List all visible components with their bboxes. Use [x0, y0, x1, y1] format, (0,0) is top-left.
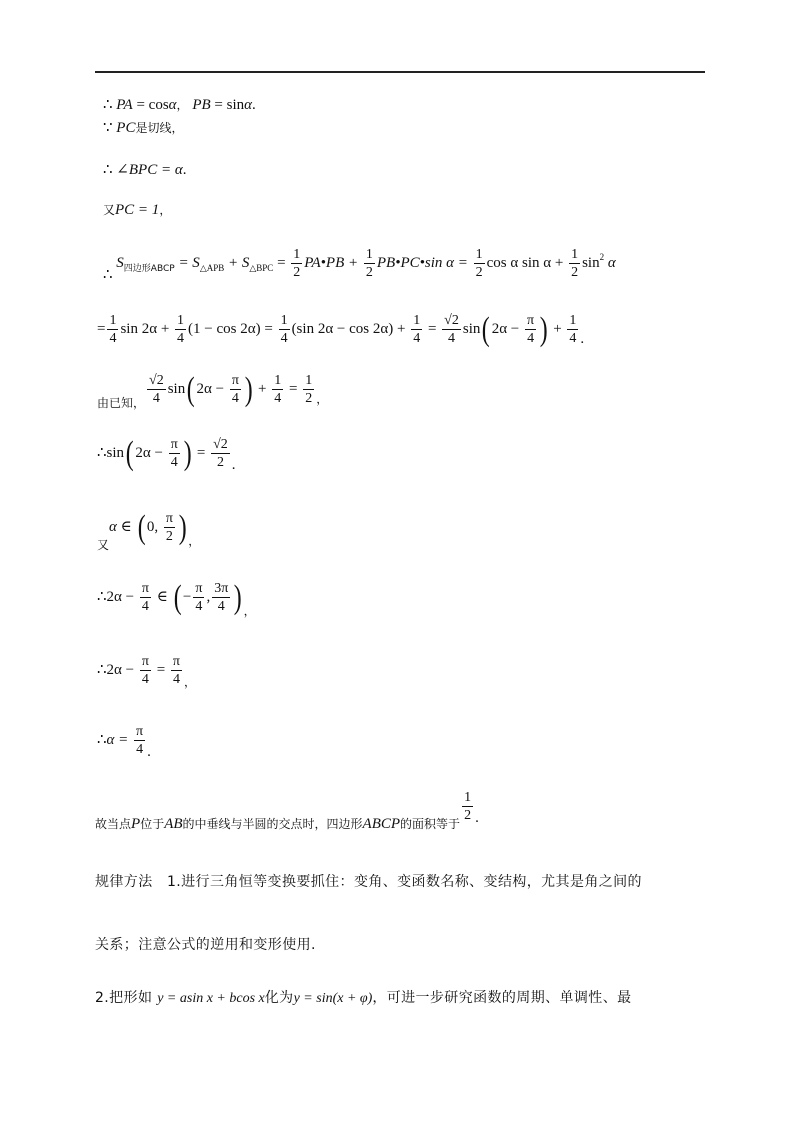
cos-fn: cos	[148, 97, 169, 113]
equals: =	[152, 661, 169, 678]
num: π	[172, 654, 180, 669]
half-frac	[462, 789, 473, 824]
method-text-1: 规律方法 1.进行三角恒等变换要抓住：变角、变函数名称、变结构，尤其是角之间的	[95, 874, 642, 890]
comma: ，	[159, 203, 172, 217]
line-sin-eq	[97, 436, 236, 473]
num: 1	[475, 247, 483, 262]
pi-over-4-frac	[230, 372, 241, 407]
therefore-symbol: ∴	[97, 731, 107, 748]
therefore-symbol: ∴	[97, 588, 107, 605]
equals: =	[210, 97, 227, 113]
sub-quad: 四边形ABCP	[123, 263, 175, 274]
therefore-symbol: ∴	[103, 162, 113, 178]
one-minus-cos-term: (1 − cos 2α) =	[188, 320, 277, 337]
alpha: α	[244, 97, 252, 113]
den: 4	[195, 599, 203, 614]
angle-bpc-eq: ∠BPC = α	[116, 162, 183, 178]
period: .	[231, 456, 236, 473]
period: .	[580, 330, 585, 347]
num: 1	[293, 247, 301, 262]
alpha: α	[604, 254, 616, 271]
num: π	[136, 724, 144, 739]
num: 1	[365, 247, 373, 262]
pb-var: PB	[192, 97, 211, 113]
den: 4	[527, 331, 535, 346]
quarter-frac	[175, 312, 186, 347]
den: 4	[177, 331, 185, 346]
close-paren: )	[244, 370, 253, 408]
den: 4	[141, 672, 149, 687]
line-area-sum	[103, 246, 616, 283]
den: 4	[280, 331, 288, 346]
term-pa-pb: PA•PB +	[304, 254, 362, 271]
point-2-tail: ，可进一步研究函数的周期、单调性、最	[372, 990, 632, 1006]
den: 4	[274, 391, 282, 406]
sqrt2-over-2-frac	[211, 436, 230, 471]
two-alpha-minus: 2α −	[106, 661, 138, 678]
therefore-symbol: ∴	[97, 661, 107, 678]
num: π	[165, 511, 173, 526]
num: π	[231, 373, 239, 388]
sin-fn: sin	[167, 380, 186, 397]
quarter-frac	[107, 312, 118, 347]
sin-fn: sin	[226, 97, 245, 113]
header-rule	[95, 71, 705, 73]
alpha: α	[168, 97, 177, 113]
comma: ，	[188, 533, 201, 548]
line-conclusion	[95, 789, 479, 832]
two-alpha-minus: 2α −	[106, 588, 138, 605]
line-angle-bpc	[103, 163, 186, 178]
method-line-2	[95, 934, 715, 954]
den: 2	[305, 391, 313, 406]
conclusion-text-c: 的中垂线与半圆的交点时，四边形	[182, 816, 363, 831]
pc-eq-1: PC = 1	[115, 202, 160, 218]
den: 2	[475, 265, 483, 280]
quarter-frac	[272, 372, 283, 407]
period: .	[182, 162, 187, 178]
open-paren: (	[137, 508, 146, 546]
num: 1	[305, 373, 313, 388]
therefore-symbol: ∴	[103, 266, 113, 283]
sin-fn: sin	[582, 254, 600, 271]
num: 1	[569, 313, 577, 328]
den: 2	[571, 265, 579, 280]
period: .	[147, 743, 151, 760]
3pi-over-4-frac	[212, 580, 230, 615]
comma: ，	[316, 391, 329, 406]
comma: ，	[176, 98, 189, 112]
num: 1	[109, 313, 117, 328]
formula-asin-bcos: y = asin x + bcos x	[157, 991, 265, 1006]
ab-var: AB	[164, 815, 183, 832]
line-given	[97, 372, 328, 409]
close-paren: )	[539, 310, 548, 348]
num: π	[170, 437, 178, 452]
also-text: 又	[97, 537, 110, 552]
given-text: 由已知，	[97, 395, 146, 410]
half-frac	[303, 372, 314, 407]
equals: =	[132, 97, 149, 113]
equals: =	[424, 320, 441, 337]
open-paren: (	[482, 310, 491, 348]
den: 4	[136, 742, 144, 757]
pi-over-4-frac	[169, 436, 180, 471]
pi-over-4-frac	[140, 580, 151, 615]
quarter-frac	[279, 312, 290, 347]
line-2alpha-eq	[97, 653, 196, 688]
den: 2	[216, 455, 224, 470]
two-alpha-minus: 2α −	[135, 444, 167, 461]
therefore-symbol: ∴	[97, 444, 107, 461]
method-text-2: 关系；注意公式的逆用和变形使用.	[95, 937, 316, 953]
p-var: P	[131, 815, 141, 832]
point-2-mid: 化为	[264, 990, 294, 1006]
den: 4	[172, 672, 180, 687]
open-paren: (	[173, 578, 182, 616]
sin2a-term: sin 2α +	[120, 320, 174, 337]
num: π	[195, 581, 203, 596]
den: 2	[165, 529, 173, 544]
num: π	[527, 313, 535, 328]
comma: ，	[184, 674, 197, 689]
line-alpha-range	[97, 510, 200, 551]
therefore-symbol: ∴	[103, 97, 113, 113]
sqrt2-over-4-frac	[147, 372, 166, 407]
equals: =	[193, 444, 210, 461]
comma: ，	[243, 603, 256, 618]
close-paren: )	[178, 508, 187, 546]
comma: ,	[206, 588, 211, 605]
tangent-text: 是切线，	[135, 121, 184, 135]
den: 4	[109, 331, 117, 346]
num: 1	[274, 373, 282, 388]
alpha-in: α ∈	[109, 518, 136, 535]
line-pa-pb	[103, 98, 256, 113]
num: 1	[177, 313, 185, 328]
equals: =	[285, 380, 302, 397]
equals: =	[273, 254, 290, 271]
num: 3π	[214, 581, 229, 596]
sqrt2-over-4-frac	[442, 312, 461, 347]
line-simplify	[97, 312, 584, 347]
den: 4	[413, 331, 421, 346]
s-quad: S	[116, 254, 124, 271]
num: π	[141, 654, 149, 669]
pi-over-4-frac	[140, 653, 151, 688]
period: .	[252, 97, 256, 113]
element-of: ∈	[152, 588, 172, 605]
pi-over-4-frac	[525, 312, 536, 347]
conclusion-text-d: 的面积等于	[400, 816, 461, 831]
sin-fn: sin	[462, 320, 481, 337]
den: 4	[170, 455, 178, 470]
plus: +	[549, 320, 566, 337]
equals: =	[97, 320, 106, 337]
half-frac	[474, 246, 485, 281]
conclusion-text-a: 故当点	[95, 816, 132, 831]
sin-minus-cos-term: (sin 2α − cos 2α) +	[291, 320, 410, 337]
sin-fn: sin	[106, 444, 125, 461]
pi-over-4-frac	[193, 580, 204, 615]
line-pc-eq-1	[103, 203, 171, 218]
term-cos-sin: cos α sin α +	[486, 254, 568, 271]
pa-var: PA	[116, 97, 133, 113]
method-line-1	[95, 871, 715, 891]
close-paren: )	[233, 578, 242, 616]
s-apb: = S	[174, 254, 200, 271]
num: 1	[464, 790, 472, 805]
num: √2	[149, 373, 164, 388]
num: 1	[413, 313, 421, 328]
half-frac	[364, 246, 375, 281]
num: √2	[213, 437, 228, 452]
num: 1	[571, 247, 579, 262]
abcp-var: ABCP	[362, 815, 401, 832]
den: 2	[365, 265, 373, 280]
close-paren: )	[183, 434, 192, 472]
minus: −	[182, 588, 192, 605]
formula-sin-phi: y = sin(x + φ)	[293, 991, 373, 1006]
open-paren: (	[186, 370, 195, 408]
den: 4	[448, 331, 456, 346]
den: 4	[217, 599, 225, 614]
open-paren: (	[125, 434, 134, 472]
num: √2	[444, 313, 459, 328]
pi-over-4-frac	[134, 723, 145, 758]
plus: +	[254, 380, 271, 397]
den: 2	[464, 808, 472, 823]
den: 4	[152, 391, 160, 406]
two-alpha-minus: 2α −	[491, 320, 524, 337]
den: 4	[231, 391, 239, 406]
line-2alpha-range	[97, 580, 256, 617]
den: 2	[293, 265, 301, 280]
term-pb-pc: PB•PC•sin α =	[376, 254, 472, 271]
square-exp: 2	[599, 251, 605, 262]
line-alpha-eq	[97, 723, 151, 760]
den: 4	[141, 599, 149, 614]
line-pc-tangent	[103, 121, 183, 136]
because-symbol: ∵	[103, 120, 113, 136]
period: .	[475, 809, 479, 826]
half-frac	[291, 246, 302, 281]
num: π	[141, 581, 149, 596]
sub-apb: △APB	[199, 262, 225, 273]
num: 1	[280, 313, 288, 328]
also-text: 又	[103, 203, 116, 217]
alpha-eq: α =	[106, 731, 133, 748]
sub-bpc: △BPC	[249, 262, 274, 273]
pi-over-4-frac	[171, 653, 182, 688]
two-alpha-minus: 2α −	[196, 380, 228, 397]
conclusion-text-b: 位于	[140, 816, 165, 831]
s-bpc: + S	[224, 254, 250, 271]
quarter-frac	[567, 312, 578, 347]
quarter-frac	[411, 312, 422, 347]
pi-over-2-frac	[164, 510, 175, 545]
half-frac	[569, 246, 580, 281]
pc-var: PC	[116, 120, 136, 136]
zero: 0,	[146, 518, 162, 535]
den: 4	[569, 331, 577, 346]
point-2-lead: 2.把形如	[95, 990, 158, 1006]
point-2-line	[95, 987, 715, 1007]
